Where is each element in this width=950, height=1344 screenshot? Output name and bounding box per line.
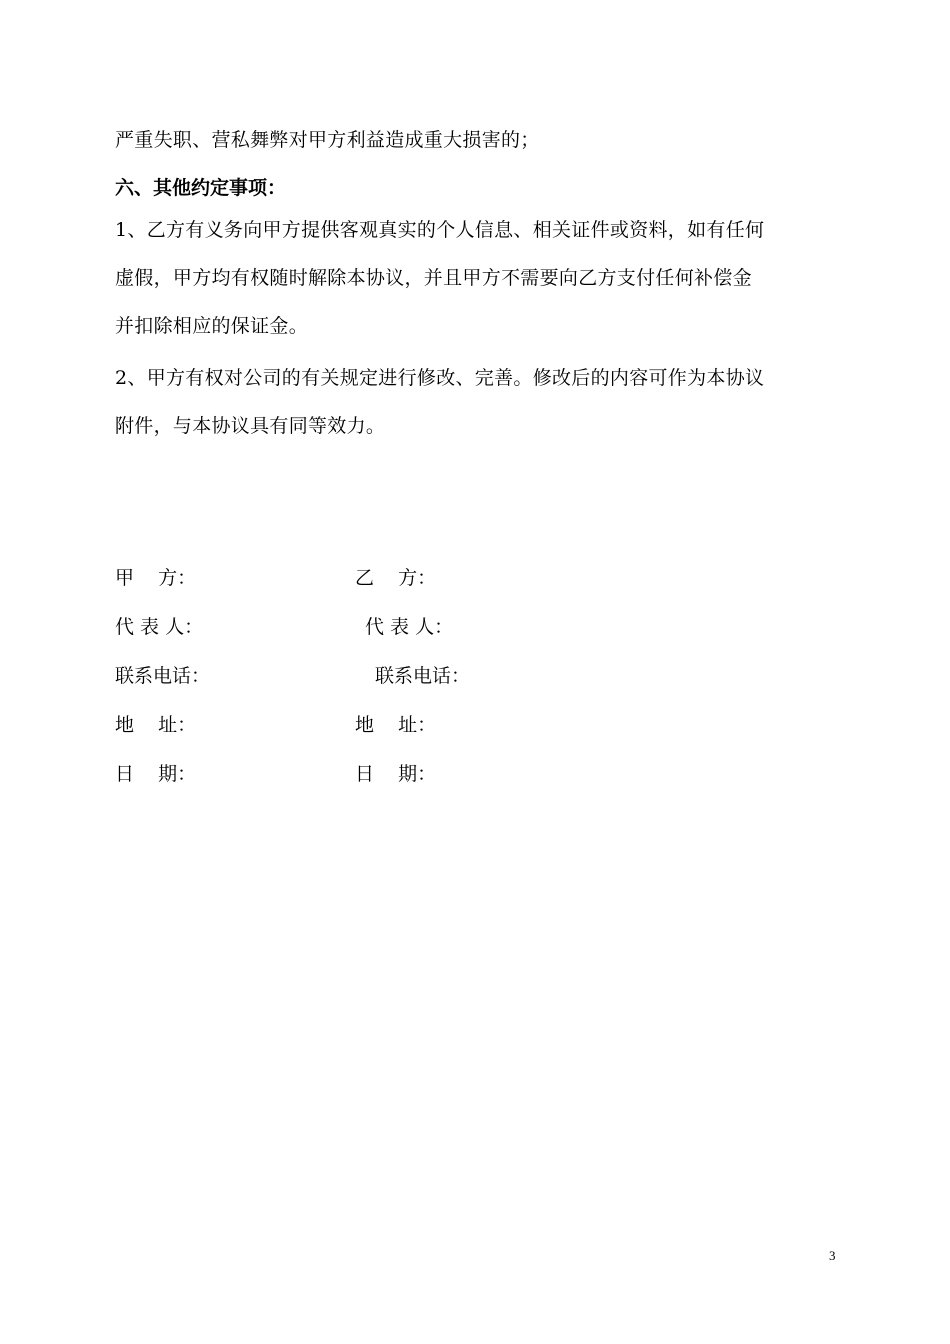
page-number: 3 [829, 1248, 836, 1263]
clause-end-line: 严重失职、营私舞弊对甲方利益造成重大损害的； [115, 129, 540, 151]
section-heading: 六、其他约定事项： [115, 177, 287, 199]
item-2-line-1: 2、甲方有权对公司的有关规定进行修改、完善。修改后的内容可作为本协议 [115, 367, 765, 389]
clause-text [115, 116, 840, 164]
party-a-label: 甲 方： [115, 567, 197, 589]
item-1-line-1: 1、乙方有义务向甲方提供客观真实的个人信息、相关证件或资料，如有任何 [115, 219, 765, 241]
party-a-address-label: 地 址： [115, 714, 197, 736]
party-b-representative-label: 代 表 人： [365, 616, 454, 638]
party-a-representative-label: 代 表 人： [115, 616, 204, 638]
item-1-line-3: 并扣除相应的保证金。 [115, 315, 309, 337]
item-2-paragraph [115, 354, 840, 450]
item-1-paragraph [115, 206, 840, 350]
party-b-date-label: 日 期： [355, 763, 437, 785]
item-1-line-2: 虚假，甲方均有权随时解除本协议，并且甲方不需要向乙方支付任何补偿金 [115, 267, 752, 289]
item-2-line-2: 附件，与本协议具有同等效力。 [115, 415, 386, 437]
party-a-phone-label: 联系电话： [115, 665, 211, 687]
party-a-date-label: 日 期： [115, 763, 197, 785]
party-b-label: 乙 方： [355, 567, 437, 589]
party-b-phone-label: 联系电话： [375, 665, 471, 687]
party-b-address-label: 地 址： [355, 714, 437, 736]
